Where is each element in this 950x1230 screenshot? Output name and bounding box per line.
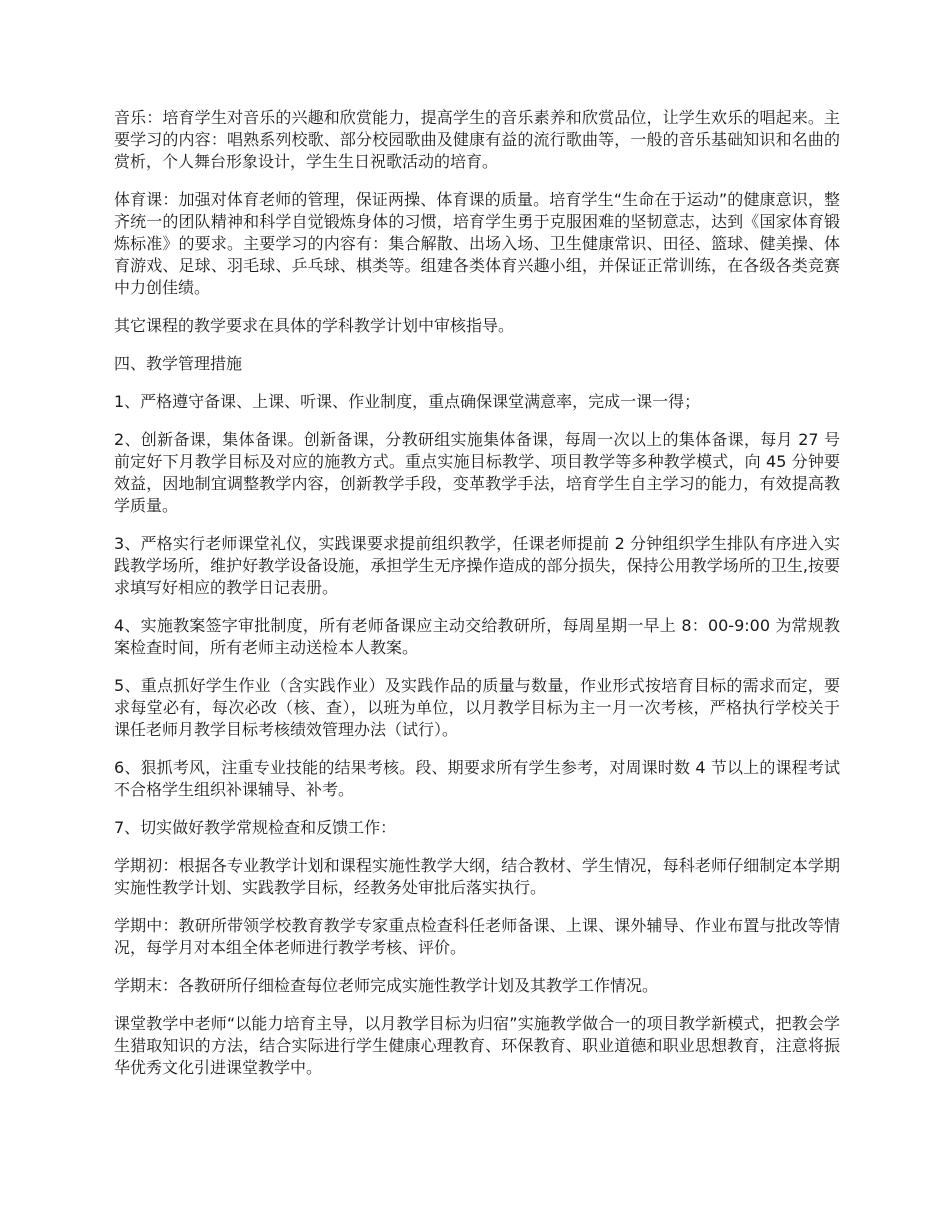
paragraph-pe: 体育课：加强对体育老师的管理，保证两操、体育课的质量。培育学生“生命在于运动”的健康意识，整齐统一的团队精神和科学自觉锻炼身体的习惯，培育学生勇于克服困难的坚韧意志，达到《国家体育锻炼标准》的要求。主要学习的内容有：集合解散、出场入场、卫生健康常识、田径、篮球、健美操、体育游戏、足球、羽毛球、乒乓球、棋类等。组建各类体育兴趣小组，并保证正常训练，在各级各类竞赛中力创佳绩。 — [114, 190, 840, 297]
paragraph-item-1: 1、严格遵守备课、上课、听课、作业制度，重点确保课堂满意率，完成一课一得； — [114, 392, 701, 411]
paragraph-item-7: 7、切实做好教学常规检查和反馈工作： — [114, 818, 397, 837]
paragraph-item-2: 2、创新备课，集体备课。创新备课，分教研组实施集体备课，每周一次以上的集体备课，每月 27 号前定好下月教学目标及对应的施教方式。重点实施目标教学、项目教学等多种教学模式，向 45 分钟要效益，因地制宜调整教学内容，创新教学手段，变革教学手法，培育学生自主学习的能力，有效提高教学质量。 — [114, 430, 840, 515]
paragraph-other-courses: 其它课程的教学要求在具体的学科教学计划中审核指导。 — [114, 316, 515, 335]
section-heading-management: 四、教学管理措施 — [114, 354, 243, 373]
paragraph-item-6: 6、狠抓考风，注重专业技能的结果考核。段、期要求所有学生参考，对周课时数 4 节以上的课程考试不合格学生组织补课辅导、补考。 — [114, 758, 840, 799]
paragraph-term-start: 学期初：根据各专业教学计划和课程实施性教学大纲，结合教材、学生情况，每科老师仔细制定本学期实施性教学计划、实践教学目标，经教务处审批后落实执行。 — [114, 856, 840, 897]
paragraph-item-4: 4、实施教案签字审批制度，所有老师备课应主动交给教研所，每周星期一早上 8：00-9:00 为常规教案检查时间，所有老师主动送检本人教案。 — [114, 616, 840, 657]
paragraph-classroom-teaching: 课堂教学中老师“以能力培育主导，以月教学目标为归宿”实施教学做合一的项目教学新模式，把教会学生猎取知识的方法，结合实际进行学生健康心理教育、环保教育、职业道德和职业思想教育，注意将振华优秀文化引进课堂教学中。 — [114, 1014, 840, 1077]
paragraph-music: 音乐：培育学生对音乐的兴趣和欣赏能力，提高学生的音乐素养和欣赏品位，让学生欢乐的唱起来。主要学习的内容：唱熟系列校歌、部分校园歌曲及健康有益的流行歌曲等，一般的音乐基础知识和名曲的赏析，个人舞台形象设计，学生生日祝歌活动的培育。 — [114, 108, 840, 171]
paragraph-term-middle: 学期中：教研所带领学校教育教学专家重点检查科任老师备课、上课、课外辅导、作业布置与批改等情况，每学月对本组全体老师进行教学考核、评价。 — [114, 916, 840, 957]
paragraph-item-5: 5、重点抓好学生作业（含实践作业）及实践作品的质量与数量，作业形式按培育目标的需求而定，要求每堂必有，每次必改（核、查），以班为单位，以月教学目标为主一月一次考核，严格执行学校关于课任老师月教学目标考核绩效管理办法（试行）。 — [114, 676, 840, 739]
paragraph-term-end: 学期末：各教研所仔细检查每位老师完成实施性教学计划及其教学工作情况。 — [114, 976, 659, 995]
paragraph-item-3: 3、严格实行老师课堂礼仪，实践课要求提前组织教学，任课老师提前 2 分钟组织学生排队有序进入实践教学场所，维护好教学设备设施，承担学生无序操作造成的部分损失，保持公用教学场所的卫生,按要求填写好相应的教学日记表册。 — [114, 534, 840, 597]
